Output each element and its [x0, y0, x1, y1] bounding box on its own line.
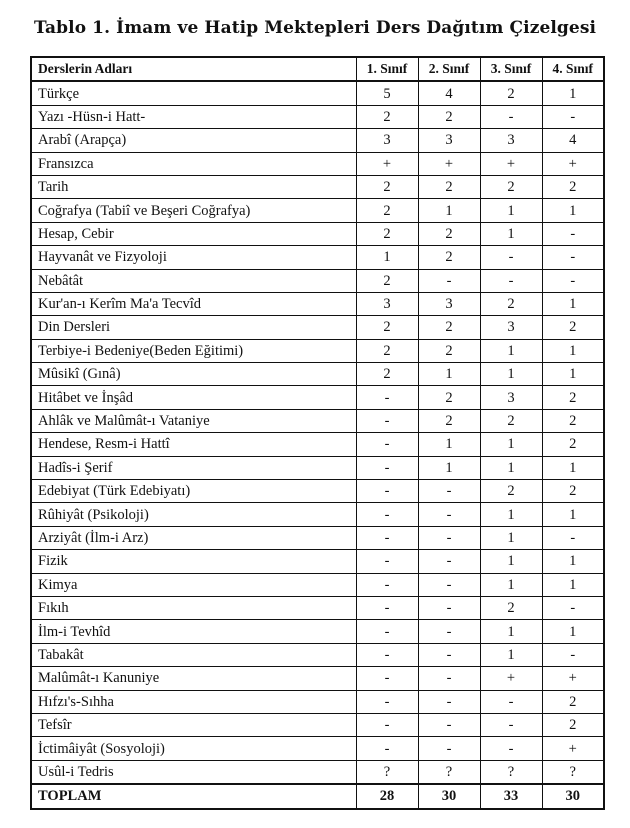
hours-grade-1-cell: +: [356, 152, 418, 175]
hours-grade-4-cell: -: [542, 643, 604, 666]
table-header-row: [31, 57, 604, 81]
total-grade-2: 30: [418, 784, 480, 808]
hours-grade-4-cell: ?: [542, 760, 604, 784]
hours-grade-1-cell: -: [356, 526, 418, 549]
course-name-cell: Hıfzı's-Sıhha: [31, 690, 356, 713]
hours-grade-4-cell: 2: [542, 690, 604, 713]
hours-grade-4-cell: 1: [542, 292, 604, 315]
hours-grade-4-cell: 2: [542, 316, 604, 339]
hours-grade-2-cell: 2: [418, 105, 480, 128]
hours-grade-3-cell: -: [480, 690, 542, 713]
hours-grade-3-cell: 1: [480, 573, 542, 596]
table-row: [31, 713, 604, 736]
hours-grade-2-cell: -: [418, 269, 480, 292]
hours-grade-2-cell: -: [418, 737, 480, 760]
course-name-cell: Kimya: [31, 573, 356, 596]
hours-grade-2-cell: 2: [418, 386, 480, 409]
total-label: TOPLAM: [31, 784, 356, 808]
hours-grade-3-cell: 2: [480, 81, 542, 105]
course-name-cell: Terbiye-i Bedeniye(Beden Eğitimi): [31, 339, 356, 362]
hours-grade-3-cell: 3: [480, 316, 542, 339]
hours-grade-2-cell: -: [418, 667, 480, 690]
hours-grade-1-cell: 2: [356, 175, 418, 198]
hours-grade-3-cell: 1: [480, 503, 542, 526]
table-row: [31, 433, 604, 456]
course-name-cell: Edebiyat (Türk Edebiyatı): [31, 480, 356, 503]
hours-grade-1-cell: -: [356, 503, 418, 526]
table-row: [31, 480, 604, 503]
hours-grade-2-cell: 4: [418, 81, 480, 105]
course-name-cell: Nebâtât: [31, 269, 356, 292]
hours-grade-4-cell: -: [542, 246, 604, 269]
hours-grade-4-cell: 1: [542, 550, 604, 573]
hours-grade-4-cell: 2: [542, 175, 604, 198]
course-name-cell: Arziyât (İlm-i Arz): [31, 526, 356, 549]
hours-grade-1-cell: -: [356, 573, 418, 596]
hours-grade-3-cell: 1: [480, 620, 542, 643]
course-name-cell: Coğrafya (Tabiî ve Beşeri Coğrafya): [31, 199, 356, 222]
table-row: [31, 316, 604, 339]
hours-grade-3-cell: +: [480, 152, 542, 175]
hours-grade-2-cell: -: [418, 596, 480, 619]
total-row: [31, 784, 604, 808]
table-row: [31, 760, 604, 784]
hours-grade-1-cell: 5: [356, 81, 418, 105]
table-row: [31, 246, 604, 269]
hours-grade-4-cell: 1: [542, 620, 604, 643]
hours-grade-1-cell: 2: [356, 222, 418, 245]
course-name-cell: Malûmât-ı Kanuniye: [31, 667, 356, 690]
table-title: Tablo 1. İmam ve Hatip Mektepleri Ders Dağıtım Çizelgesi: [33, 18, 597, 38]
hours-grade-4-cell: 1: [542, 81, 604, 105]
header-grade-4: 4. Sınıf: [542, 57, 604, 81]
hours-grade-4-cell: 2: [542, 713, 604, 736]
table-row: [31, 409, 604, 432]
table-row: [31, 199, 604, 222]
hours-grade-1-cell: -: [356, 620, 418, 643]
table-row: [31, 643, 604, 666]
hours-grade-4-cell: 1: [542, 503, 604, 526]
table-row: [31, 386, 604, 409]
hours-grade-2-cell: 2: [418, 246, 480, 269]
hours-grade-3-cell: -: [480, 105, 542, 128]
hours-grade-4-cell: -: [542, 596, 604, 619]
header-grade-3: 3. Sınıf: [480, 57, 542, 81]
hours-grade-1-cell: 2: [356, 339, 418, 362]
hours-grade-3-cell: -: [480, 737, 542, 760]
hours-grade-1-cell: -: [356, 409, 418, 432]
hours-grade-3-cell: -: [480, 713, 542, 736]
hours-grade-2-cell: 1: [418, 456, 480, 479]
hours-grade-4-cell: -: [542, 526, 604, 549]
hours-grade-3-cell: ?: [480, 760, 542, 784]
course-name-cell: İctimâiyât (Sosyoloji): [31, 737, 356, 760]
table-row: [31, 550, 604, 573]
hours-grade-4-cell: 4: [542, 129, 604, 152]
hours-grade-1-cell: -: [356, 456, 418, 479]
hours-grade-3-cell: 1: [480, 339, 542, 362]
hours-grade-4-cell: 1: [542, 363, 604, 386]
hours-grade-1-cell: 3: [356, 292, 418, 315]
course-name-cell: Hesap, Cebir: [31, 222, 356, 245]
hours-grade-2-cell: 2: [418, 409, 480, 432]
table-row: [31, 363, 604, 386]
hours-grade-3-cell: 2: [480, 292, 542, 315]
hours-grade-2-cell: +: [418, 152, 480, 175]
course-name-cell: Tefsîr: [31, 713, 356, 736]
hours-grade-2-cell: 1: [418, 363, 480, 386]
hours-grade-2-cell: -: [418, 643, 480, 666]
hours-grade-1-cell: -: [356, 667, 418, 690]
hours-grade-2-cell: -: [418, 573, 480, 596]
hours-grade-3-cell: 1: [480, 526, 542, 549]
course-name-cell: Ahlâk ve Malûmât-ı Vataniye: [31, 409, 356, 432]
course-name-cell: Hadîs-i Şerif: [31, 456, 356, 479]
table-row: [31, 129, 604, 152]
hours-grade-1-cell: -: [356, 596, 418, 619]
course-name-cell: Hendese, Resm-i Hattî: [31, 433, 356, 456]
hours-grade-2-cell: ?: [418, 760, 480, 784]
hours-grade-3-cell: 2: [480, 175, 542, 198]
hours-grade-1-cell: 2: [356, 363, 418, 386]
hours-grade-4-cell: 1: [542, 456, 604, 479]
hours-grade-4-cell: 1: [542, 199, 604, 222]
hours-grade-2-cell: 2: [418, 339, 480, 362]
hours-grade-1-cell: -: [356, 386, 418, 409]
hours-grade-2-cell: -: [418, 620, 480, 643]
hours-grade-4-cell: 2: [542, 480, 604, 503]
course-name-cell: Usûl-i Tedris: [31, 760, 356, 784]
hours-grade-4-cell: -: [542, 222, 604, 245]
table-body: [31, 81, 604, 784]
hours-grade-2-cell: 1: [418, 199, 480, 222]
course-name-cell: Arabî (Arapça): [31, 129, 356, 152]
hours-grade-1-cell: -: [356, 690, 418, 713]
hours-grade-4-cell: -: [542, 269, 604, 292]
course-name-cell: Fizik: [31, 550, 356, 573]
hours-grade-1-cell: 2: [356, 269, 418, 292]
header-course-names: Derslerin Adları: [31, 57, 356, 81]
hours-grade-1-cell: 3: [356, 129, 418, 152]
table-row: [31, 222, 604, 245]
course-name-cell: Kur'an-ı Kerîm Ma'a Tecvîd: [31, 292, 356, 315]
hours-grade-1-cell: 2: [356, 105, 418, 128]
hours-grade-3-cell: -: [480, 246, 542, 269]
total-grade-4: 30: [542, 784, 604, 808]
hours-grade-3-cell: 2: [480, 596, 542, 619]
table-row: [31, 269, 604, 292]
hours-grade-2-cell: -: [418, 526, 480, 549]
hours-grade-3-cell: 3: [480, 129, 542, 152]
table-row: [31, 456, 604, 479]
hours-grade-3-cell: 1: [480, 643, 542, 666]
course-name-cell: Tabakât: [31, 643, 356, 666]
table-row: [31, 105, 604, 128]
hours-grade-1-cell: ?: [356, 760, 418, 784]
hours-grade-3-cell: 1: [480, 550, 542, 573]
table-row: [31, 573, 604, 596]
hours-grade-2-cell: 1: [418, 433, 480, 456]
hours-grade-4-cell: 2: [542, 386, 604, 409]
hours-grade-1-cell: -: [356, 550, 418, 573]
course-name-cell: İlm-i Tevhîd: [31, 620, 356, 643]
hours-grade-3-cell: -: [480, 269, 542, 292]
table-row: [31, 175, 604, 198]
table-row: [31, 526, 604, 549]
hours-grade-2-cell: -: [418, 480, 480, 503]
hours-grade-4-cell: -: [542, 105, 604, 128]
course-name-cell: Mûsikî (Gınâ): [31, 363, 356, 386]
hours-grade-4-cell: 2: [542, 409, 604, 432]
hours-grade-2-cell: -: [418, 690, 480, 713]
hours-grade-4-cell: 2: [542, 433, 604, 456]
hours-grade-4-cell: 1: [542, 573, 604, 596]
course-distribution-table: [30, 56, 605, 810]
course-name-cell: Tarih: [31, 175, 356, 198]
hours-grade-3-cell: 1: [480, 199, 542, 222]
table-row: [31, 596, 604, 619]
course-name-cell: Rûhiyât (Psikoloji): [31, 503, 356, 526]
hours-grade-2-cell: -: [418, 713, 480, 736]
hours-grade-3-cell: 1: [480, 433, 542, 456]
hours-grade-4-cell: 1: [542, 339, 604, 362]
hours-grade-2-cell: 2: [418, 222, 480, 245]
hours-grade-2-cell: -: [418, 503, 480, 526]
hours-grade-1-cell: 2: [356, 199, 418, 222]
hours-grade-2-cell: 3: [418, 292, 480, 315]
hours-grade-1-cell: 2: [356, 316, 418, 339]
hours-grade-4-cell: +: [542, 152, 604, 175]
table-row: [31, 503, 604, 526]
course-name-cell: Fransızca: [31, 152, 356, 175]
hours-grade-1-cell: -: [356, 643, 418, 666]
course-name-cell: Yazı -Hüsn-i Hatt-: [31, 105, 356, 128]
table-row: [31, 620, 604, 643]
hours-grade-1-cell: -: [356, 737, 418, 760]
hours-grade-3-cell: 2: [480, 409, 542, 432]
total-grade-1: 28: [356, 784, 418, 808]
course-name-cell: Din Dersleri: [31, 316, 356, 339]
hours-grade-3-cell: 3: [480, 386, 542, 409]
hours-grade-1-cell: -: [356, 480, 418, 503]
hours-grade-2-cell: 2: [418, 175, 480, 198]
table-row: [31, 339, 604, 362]
hours-grade-2-cell: 3: [418, 129, 480, 152]
course-name-cell: Fıkıh: [31, 596, 356, 619]
hours-grade-3-cell: 1: [480, 363, 542, 386]
table-row: [31, 292, 604, 315]
hours-grade-2-cell: -: [418, 550, 480, 573]
table-row: [31, 81, 604, 105]
hours-grade-2-cell: 2: [418, 316, 480, 339]
hours-grade-3-cell: 2: [480, 480, 542, 503]
hours-grade-1-cell: 1: [356, 246, 418, 269]
table-row: [31, 152, 604, 175]
hours-grade-1-cell: -: [356, 713, 418, 736]
header-grade-1: 1. Sınıf: [356, 57, 418, 81]
hours-grade-3-cell: +: [480, 667, 542, 690]
course-name-cell: Hayvanât ve Fizyoloji: [31, 246, 356, 269]
table-row: [31, 667, 604, 690]
hours-grade-4-cell: +: [542, 737, 604, 760]
course-name-cell: Türkçe: [31, 81, 356, 105]
total-grade-3: 33: [480, 784, 542, 808]
table-row: [31, 737, 604, 760]
hours-grade-1-cell: -: [356, 433, 418, 456]
hours-grade-4-cell: +: [542, 667, 604, 690]
table-row: [31, 690, 604, 713]
header-grade-2: 2. Sınıf: [418, 57, 480, 81]
course-name-cell: Hitâbet ve İnşâd: [31, 386, 356, 409]
hours-grade-3-cell: 1: [480, 222, 542, 245]
hours-grade-3-cell: 1: [480, 456, 542, 479]
